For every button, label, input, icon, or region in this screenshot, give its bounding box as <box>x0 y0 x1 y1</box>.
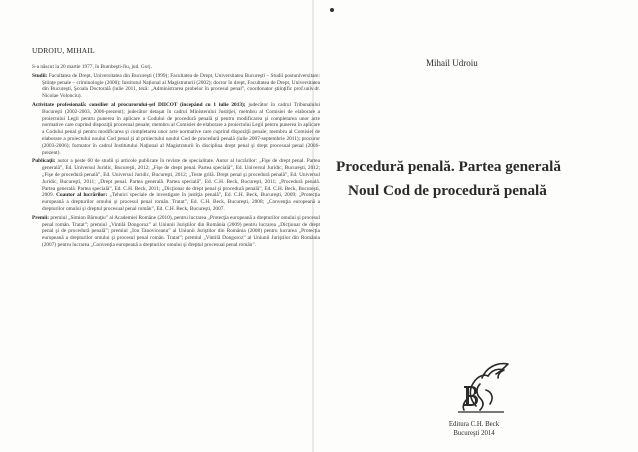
title-page <box>316 10 634 448</box>
bio-publications <box>32 158 320 212</box>
book-author: Mihail Udroiu <box>426 58 478 68</box>
bio-awards <box>32 215 320 249</box>
awards-label: Premii: <box>32 214 49 221</box>
publications-text: autor a peste 60 de studii şi articole publicate în reviste de specialitate. Autor al lucrărilor: „Fişe de drept penal. Partea generală”, Ed. Universul Juridic, Bucureşti, 2012; „Fişe de drept penal. Partea specială”, Ed. Universul Juridic, Bucureşti, 2012; „Fişe de procedură penală”, Ed. Universul Juridic, Bucureşti, 2012; „Teste grilă. Drept penal şi procedură penală”, Ed. Universul Juridic, Bucureşti, 2011; „Drept penal. Partea generală. Partea specială”, Ed. C.H. Beck, Bucureşti, 2011; „Procedură penală. Partea generală. Partea specială”, Ed. C.H. Beck, 2011; „Dicţionar de drept penal şi procedură penală”, Ed. C.H. Beck, Bucureşti, 2009. <box>42 158 320 199</box>
ch-beck-griffin-logo-icon <box>446 360 516 416</box>
publisher-name: Editura C.H. Beck <box>448 421 500 428</box>
studies-text: Facultatea de Drept, Universitatea din Bucureşti (1999); Facultatea de Drept, Universitatea Bucureşti – Studii postuniversitare: Ştiinţe penale – criminologie (2000); Institutul Naţional al Magistraturii (2002); doctor în drept, Facultatea de Drept, Universitatea din Bucureşti, Şcoala Doctorală (iulie 2011, teză: „Administrarea probelor în procesul penal”, coordonator ştiinţific prof.univ.dr. Nicolae Volonciu). <box>42 72 321 100</box>
book-subtitle: Noul Cod de procedură penală <box>348 182 547 199</box>
publisher-imprint <box>424 420 524 438</box>
bio-studies <box>32 73 320 100</box>
coauthor-text: „Tehnici speciale de investigare în justiţia penală”, Ed. C.H. Beck, Bucureşti, 2009; „Protecţia europeană a drepturilor omului şi procesul penal român. Tratat”, Ed. C.H. Beck, Bucureşti, 2008; „Convenţia europeană a drepturilor omului şi dreptul procesual penal român”, Ed. C.H. Beck, Bucureşti, 2007. <box>42 192 321 212</box>
activity-text: judecător în cadrul Tribunalului Bucureşti (2002-2003, 2006-prezent); judecător detaşat în cadrul Ministerului Justiţiei, membru al Comisiei de elaborare a proiectului Legii pentru punerea în aplicare a Codului de procedură penală şi pentru modificarea şi completarea unor acte normative care cuprind dispoziţii procesual penale; membru al Comisiei de elaborare a proiectului Legii pentru punerea în aplicare a Codului penal şi pentru modificarea şi completarea unor acte normative care cuprind dispoziţii penale; membru al Comisiei de elaborare a proiectului noului Cod penal şi al proiectului noului Cod de procedură penală (iulie 2007-septembrie 2011); procuror (2003-2006); formator în cadrul Institutului Naţional al Magistraturii în disciplina drept penal şi drept procesual penal (2006-prezent). <box>42 101 321 156</box>
activity-label: Activitate profesională: consilier al procurorului-şef DIICOT (începând cu 1 iulie 2013); <box>32 101 246 108</box>
publications-label: Publicaţii: <box>32 158 56 165</box>
book-title: Procedură penală. Partea generală <box>336 158 561 175</box>
bio-born: S-a născut la 20 martie 1977, în Bumbeşti-Jiu, jud. Gorj. <box>32 64 152 70</box>
bio-activity <box>32 102 320 156</box>
awards-text: premiul „Simion Bărnuţiu” al Academiei Române (2010), pentru lucrarea „Protecţia europeană a drepturilor omului şi procesul penal român. Tratat”; premiul „Vintilă Dongoroz” al Uniunii Juriştilor din România (2009) pentru lucrarea „Dicţionar de drept penal şi de procedură penală”; premiul „Ion Tanoviceanu” al Uniunii Juriştilor din România (2008) pentru lucrarea „Protecţia europeană a drepturilor omului şi procesul penal român. Tratat”; premiul „Vintilă Dongoroz” al Uniunii Juriştilor din România (2007) pentru lucrarea „Convenţia europeană a drepturilor omului şi dreptul procesual penal român”. <box>42 214 320 248</box>
author-bio-page <box>10 18 332 446</box>
bio-text <box>32 64 320 251</box>
studies-label: Studii: <box>32 72 48 79</box>
publisher-place-year: Bucureşti 2014 <box>453 430 495 437</box>
bio-heading: UDROIU, MIHAIL <box>32 46 95 55</box>
coauthor-label: Coautor al lucrărilor: <box>56 192 108 199</box>
